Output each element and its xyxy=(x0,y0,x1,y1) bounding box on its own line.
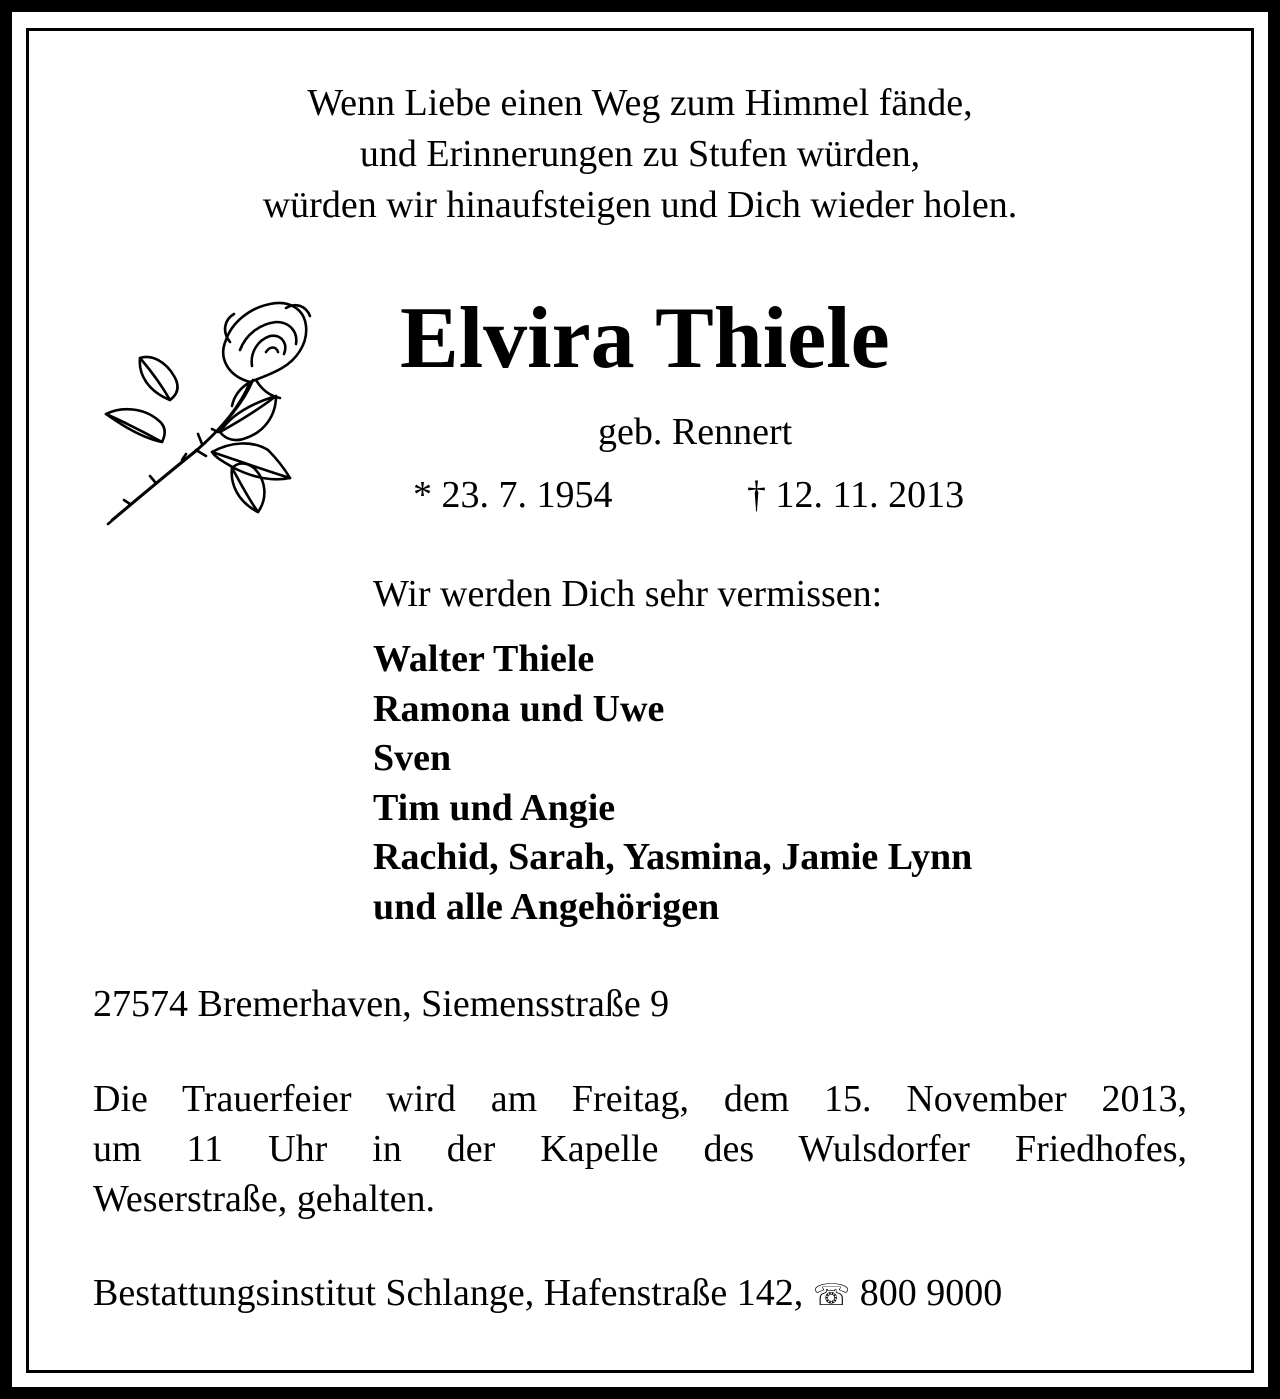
undertaker-text: Bestattungsinstitut Schlange, Hafenstraße 142, xyxy=(93,1272,804,1314)
verse-line: würden wir hinaufsteigen und Dich wieder holen. xyxy=(262,184,1018,226)
mourner-name: Tim und Angie xyxy=(373,786,616,829)
funeral-line: um 11 Uhr in der Kapelle des Wulsdorfer Friedhofes, xyxy=(93,1128,1187,1170)
maiden-name: geb. Rennert xyxy=(598,411,793,453)
mourners-list xyxy=(373,635,972,933)
death-date: † 12. 11. 2013 xyxy=(747,474,965,516)
rose-icon xyxy=(100,292,315,532)
mourner-name: Rachid, Sarah, Yasmina, Jamie Lynn xyxy=(373,836,973,879)
mourner-name: Walter Thiele xyxy=(373,638,595,680)
funeral-line: Weserstraße, gehalten. xyxy=(93,1178,435,1220)
mourner-name: Ramona und Uwe xyxy=(373,687,665,730)
funeral-notice xyxy=(93,1074,1187,1224)
birth-date: * 23. 7. 1954 xyxy=(413,474,613,516)
memorial-verse xyxy=(0,78,1280,231)
mourning-intro: Wir werden Dich sehr vermissen: xyxy=(373,573,883,615)
funeral-line: Die Trauerfeier wird am Freitag, dem 15. November 2013, xyxy=(93,1078,1187,1120)
mourner-name: und alle Angehörigen xyxy=(373,885,720,928)
phone-number: 800 9000 xyxy=(859,1272,1003,1314)
verse-line: und Erinnerungen zu Stufen würden, xyxy=(359,133,921,175)
mourner-name: Sven xyxy=(373,737,452,780)
verse-line: Wenn Liebe einen Weg zum Himmel fände, xyxy=(307,82,973,124)
undertaker-info xyxy=(93,1269,1002,1320)
deceased-name: Elvira Thiele xyxy=(400,290,890,387)
family-address: 27574 Bremerhaven, Siemensstraße 9 xyxy=(93,983,670,1025)
phone-icon: ☏ xyxy=(812,1278,851,1313)
